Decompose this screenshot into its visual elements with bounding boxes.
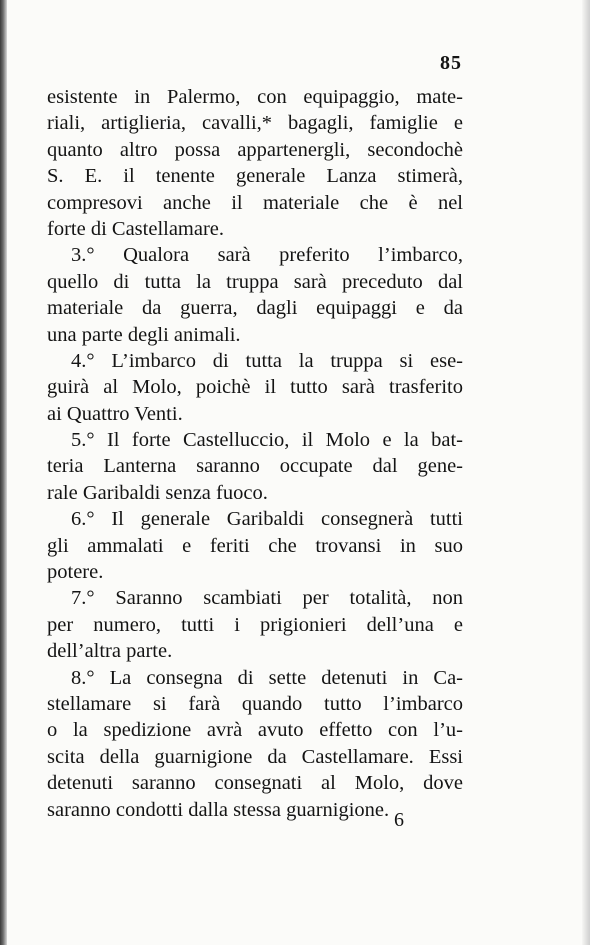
text-line: 8.° La consegna di sette detenuti in Ca- xyxy=(71,666,463,689)
text-line: riali, artiglieria, cavalli,* bagagli, famiglie e xyxy=(47,112,463,135)
text-line: 4.° L’imbarco di tutta la truppa si ese- xyxy=(71,349,463,372)
page-number: 85 xyxy=(440,52,462,74)
page-edge xyxy=(582,0,590,945)
text-line: per numero, tutti i prigionieri dell’una e xyxy=(47,613,463,636)
text-line: gli ammalati e feriti che trovansi in suo xyxy=(47,534,463,557)
body-text xyxy=(47,84,463,823)
text-line: saranno condotti dalla stessa guarnigione. xyxy=(47,798,390,821)
text-line: quanto altro possa appartenergli, secondochè xyxy=(47,138,463,161)
text-line: rale Garibaldi senza fuoco. xyxy=(47,481,268,504)
text-line: ai Quattro Venti. xyxy=(47,402,183,425)
text-line: stellamare si farà quando tutto l’imbarco xyxy=(47,692,463,715)
text-line: una parte degli animali. xyxy=(47,323,241,346)
signature-mark: 6 xyxy=(394,809,404,831)
text-line: guirà al Molo, poichè il tutto sarà trasferito xyxy=(47,376,463,399)
text-line: materiale da guerra, dagli equipaggi e da xyxy=(47,297,463,320)
text-line: quello di tutta la truppa sarà preceduto dal xyxy=(47,270,463,293)
text-line: teria Lanterna saranno occupate dal gene- xyxy=(47,455,463,478)
text-line: S. E. il tenente generale Lanza stimerà, xyxy=(47,165,463,188)
text-line: forte di Castellamare. xyxy=(47,217,225,240)
text-line: scita della guarnigione da Castellamare. Essi xyxy=(47,745,463,768)
text-line: esistente in Palermo, con equipaggio, mate- xyxy=(47,86,463,108)
text-line: 7.° Saranno scambiati per totalità, non xyxy=(71,587,463,610)
binding-edge xyxy=(0,0,7,945)
text-line: 5.° Il forte Castelluccio, il Molo e la bat- xyxy=(71,429,463,452)
text-line: potere. xyxy=(47,561,104,584)
text-line: detenuti saranno consegnati al Molo, dove xyxy=(47,772,463,795)
text-line: o la spedizione avrà avuto effetto con l’u- xyxy=(47,719,463,742)
text-line: 6.° Il generale Garibaldi consegnerà tutti xyxy=(71,508,463,531)
text-line: 3.° Qualora sarà preferito l’imbarco, xyxy=(71,244,463,267)
text-line: compresovi anche il materiale che è nel xyxy=(47,191,463,214)
text-line: dell’altra parte. xyxy=(47,640,173,663)
